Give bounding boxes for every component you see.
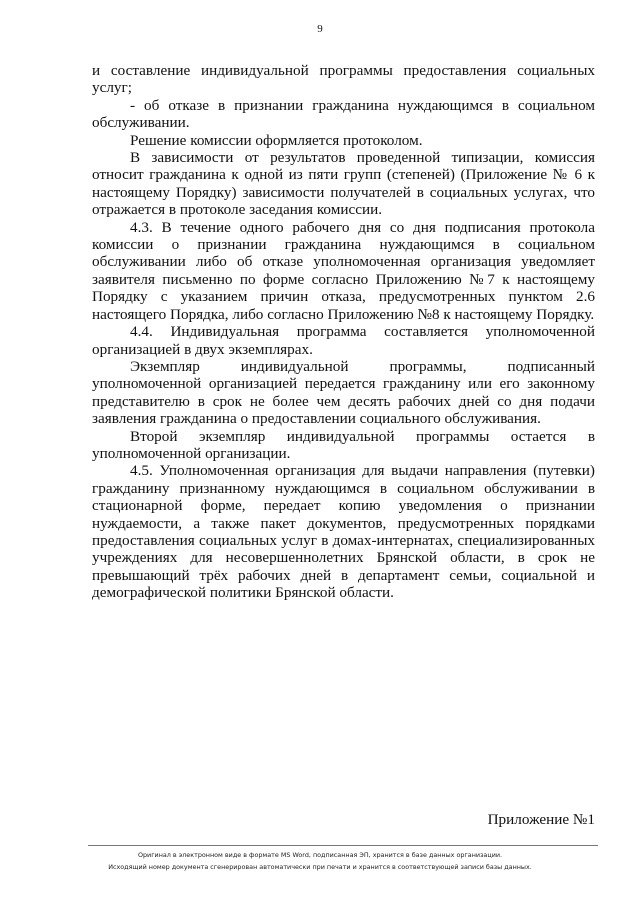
- footer-note: [0, 849, 640, 873]
- paragraph: 4.4. Индивидуальная программа составляется уполномоченной организацией в двух экземплярах.: [92, 323, 595, 358]
- paragraph: Экземпляр индивидуальной программы, подписанный уполномоченной организацией передается гражданину или его законному представителю в срок не более чем десять рабочих дней со дня подачи заявления гражданина о предоставлении социального обслуживания.: [92, 357, 595, 428]
- paragraph: В зависимости от результатов проведенной типизации, комиссия относит гражданина к одной из пяти групп (степеней) (Приложение № 6 к настоящему Порядку) зависимости получателей в социальных услугах, что отражается в протоколе заседания комиссии.: [92, 149, 595, 219]
- paragraph: и составление индивидуальной программы предоставления социальных услуг;: [92, 62, 595, 97]
- footer-line: Оригинал в электронном виде в формате MS Word, подписанная ЭП, хранится в базе данных организации.: [137, 851, 503, 859]
- paragraph: 4.3. В течение одного рабочего дня со дня подписания протокола комиссии о признании гражданина нуждающимся в социальном обслуживании либо об отказе уполномоченная организация уведомляет заявителя письменно по форме согласно Приложению №7 к настоящему Порядку с указанием причин отказа, предусмотренных пунктом 2.6 настоящего Порядка, либо согласно Приложению №8 к настоящему Порядку.: [92, 218, 595, 323]
- paragraph: - об отказе в признании гражданина нуждающимся в социальном обслуживании.: [92, 96, 595, 132]
- paragraph: Второй экземпляр индивидуальной программы остается в уполномоченной организации.: [92, 427, 595, 462]
- paragraph: 4.5. Уполномоченная организация для выдачи направления (путевки) гражданину признанному нуждающимся в социальном обслуживании в стационарной форме, передает копию уведомления о признании нуждаемости, а также пакет документов, предусмотренных порядками предоставления социальных услуг в домах-интернатах, специализированных учреждениях для несовершеннолетних Брянской области, в срок не превышающий трёх рабочих дней в департамент семьи, социальной и демографической политики Брянской области.: [92, 462, 595, 602]
- page-number: 9: [317, 23, 323, 35]
- paragraph: Решение комиссии оформляется протоколом.: [130, 131, 423, 149]
- document-body: [92, 62, 595, 602]
- appendix-label: Приложение №1: [487, 811, 595, 828]
- footer-divider: [88, 845, 598, 846]
- footer-line: Исходящий номер документа сгенерирован автоматически при печати и хранится в соответствующей записи базы данных.: [108, 863, 532, 871]
